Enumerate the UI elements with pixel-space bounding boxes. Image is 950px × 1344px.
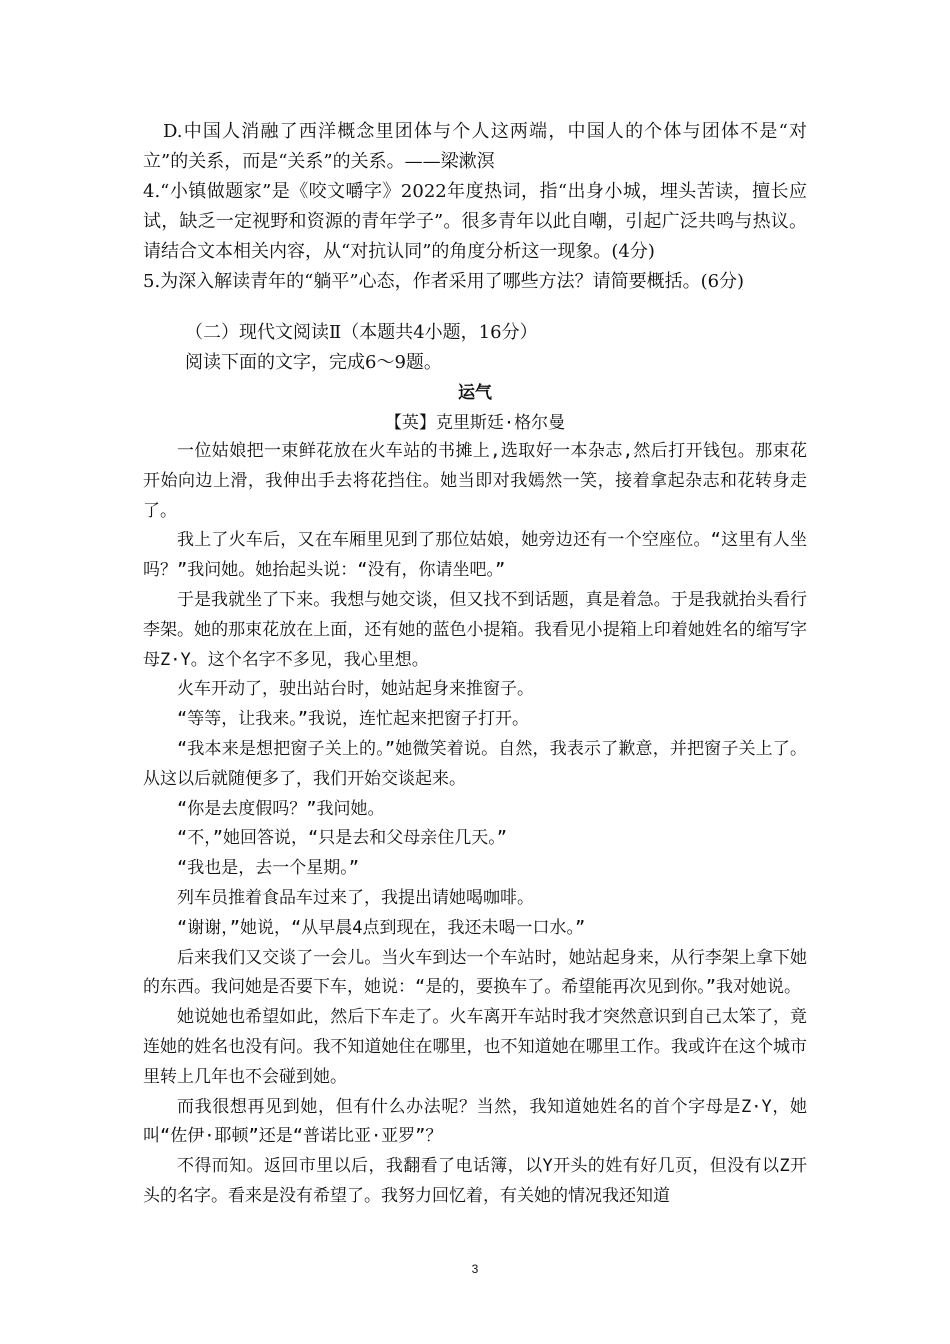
section-heading-block [143,318,807,378]
story-body [143,437,807,1212]
story-paragraph: 列车员推着食品车过来了，我提出请她喝咖啡。 [177,887,534,908]
story-paragraph: 我上了火车后，又在车厢里见到了那位姑娘，她旁边还有一个空座位。“这里有人坐吗？”我问她。她抬起头说：“没有，你请坐吧。” [143,530,807,581]
story-paragraph: 而我很想再见到她，但有什么办法呢？当然，我知道她姓名的首个字母是Z·Y，她叫“佐伊·耶顿”还是“普诺比亚·亚罗”？ [143,1096,807,1147]
question-block [143,117,807,297]
section-heading: （二）现代文阅读Ⅱ（本题共4小题，16分） [185,322,538,343]
story-author: 【英】克里斯廷·格尔曼 [384,413,566,433]
page-number: 3 [471,1262,479,1276]
story-paragraph: “我也是，去一个星期。” [177,858,359,879]
section-instruction: 阅读下面的文字，完成6～9题。 [185,352,442,373]
story-paragraph: 火车开动了，驶出站台时，她站起身来推窗子。 [177,679,534,700]
story-paragraph: 后来我们又交谈了一会儿。当火车到达一个车站时，她站起身来，从行李架上拿下她的东西。我问她是否要下车，她说：“是的，要换车了。希望能再次见到你。”我对她说。 [143,947,807,998]
story-paragraph: 她说她也希望如此，然后下车走了。火车离开车站时我才突然意识到自己太笨了，竟连她的姓名也没有问。我不知道她住在哪里，也不知道她在哪里工作。我或许在这个城市里转上几年也不会碰到她。 [143,1007,807,1087]
story-paragraph: 于是我就坐了下来。我想与她交谈，但又找不到话题，真是着急。于是我就抬头看行李架。她的那束花放在上面，还有她的蓝色小提箱。我看见小提箱上印着她姓名的缩写字母Z·Y。这个名字不多见，我心里想。 [143,589,807,670]
story-paragraph: 一位姑娘把一束鲜花放在火车站的书摊上,选取好一本杂志,然后打开钱包。那束花开始向边上滑，我伸出手去将花挡住。她当即对我嫣然一笑，接着拿起杂志和花转身走了。 [143,441,807,521]
story-paragraph: “你是去度假吗？”我问她。 [177,798,385,819]
question-5: 5.为深入解读青年的“躺平”心态，作者采用了哪些方法？请简要概括。(6分) [143,271,745,292]
option-d: D.中国人消融了西洋概念里团体与个人这两端，中国人的个体与团体不是“对立”的关系，而是“关系”的关系。——梁漱溟 [143,121,807,172]
question-4: 4.“小镇做题家”是《咬文嚼字》2022年度热词，指“出身小城，埋头苦读，擅长应试，缺乏一定视野和资源的青年学子”。很多青年以此自嘲，引起广泛共鸣与热议。请结合文本相关内容，从“对抗认同”的角度分析这一现象。(4分) [143,181,807,262]
story-paragraph: “我本来是想把窗子关上的。”她微笑着说。自然，我表示了歉意，并把窗子关上了。从这以后就随便多了，我们开始交谈起来。 [143,738,807,789]
story-paragraph: “谢谢，”她说，“从早晨4点到现在，我还未喝一口水。” [177,917,586,938]
story-paragraph: 不得而知。返回市里以后，我翻看了电话簿，以Y开头的姓有好几页，但没有以Z开头的名字。看来是没有希望了。我努力回忆着，有关她的情况我还知道 [143,1156,807,1206]
story-paragraph: “等等，让我来。”我说，连忙起来把窗子打开。 [177,709,529,730]
story-title: 运气 [458,383,492,403]
story-paragraph: “不，”她回答说，“只是去和父母亲住几天。” [177,828,507,849]
